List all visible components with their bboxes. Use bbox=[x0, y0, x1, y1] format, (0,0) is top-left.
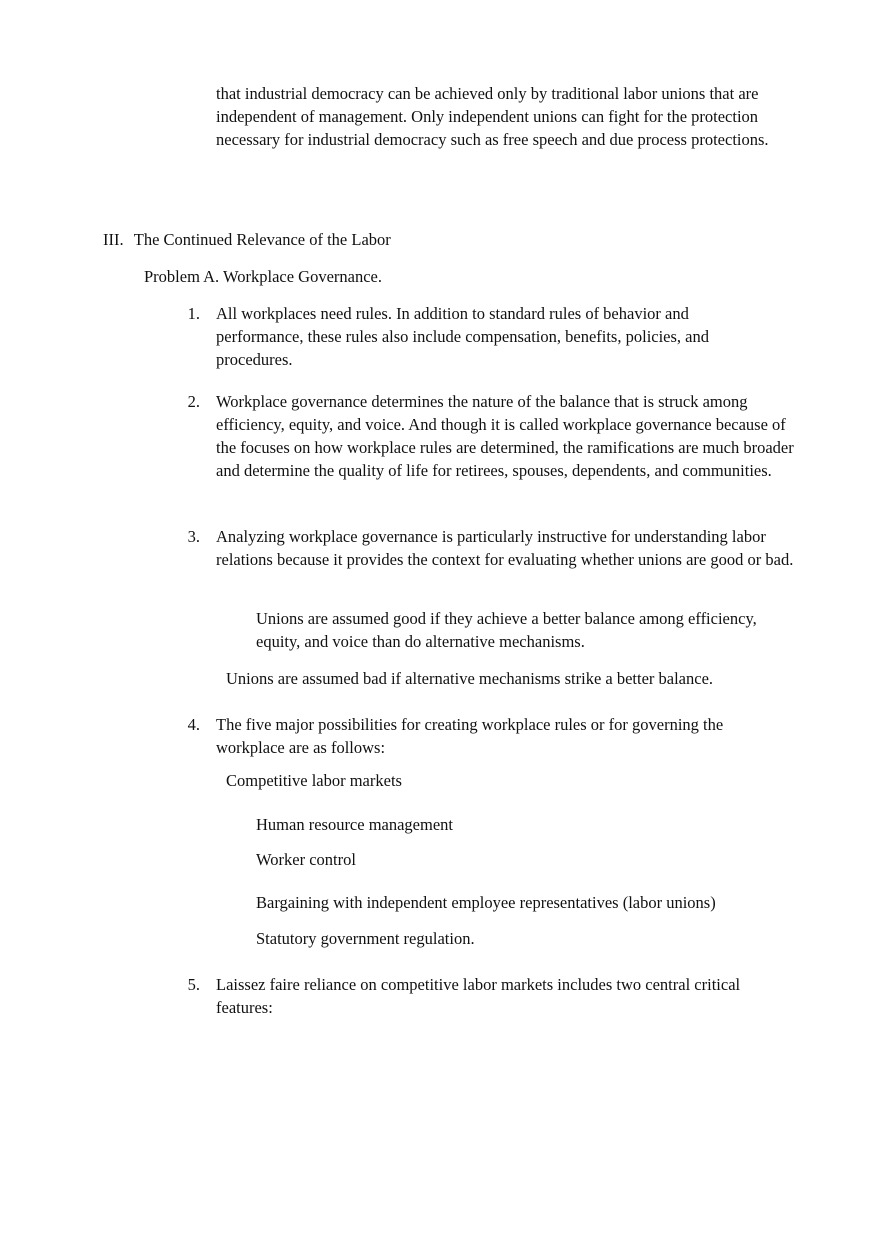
item-number: 1. bbox=[187, 304, 200, 323]
item-text: Laissez faire reliance on competitive labor markets includes two central critical features: bbox=[216, 975, 741, 1017]
section-heading bbox=[103, 228, 391, 251]
intro-paragraph: that industrial democracy can be achieved only by traditional labor unions that are independent of management. Only independent unions can fight for the protection necessary for industrial democracy such as free speech and due process protections. bbox=[216, 84, 769, 149]
sub-point: Unions are assumed good if they achieve a better balance among efficiency, equity, and voice than do alternative mechanisms. bbox=[256, 609, 757, 651]
governance-option: Statutory government regulation. bbox=[256, 929, 475, 948]
subsection-title: Problem A. Workplace Governance. bbox=[144, 267, 383, 286]
item-number: 5. bbox=[187, 975, 200, 994]
section-title: The Continued Relevance of the Labor bbox=[133, 230, 391, 249]
governance-option: Competitive labor markets bbox=[226, 771, 402, 790]
item-text: Workplace governance determines the nature of the balance that is struck among efficiency, equity, and voice. And though it is called workplace governance because of the focuses on how workplace rules are determined, the ramifications are much broader and determine the quality of life for retirees, spouses, dependents, and communities. bbox=[216, 392, 794, 480]
item-number: 3. bbox=[187, 527, 200, 546]
item-text: The five major possibilities for creating workplace rules or for governing the workplace are as follows: bbox=[216, 715, 724, 757]
governance-option: Human resource management bbox=[256, 815, 454, 834]
sub-point: Unions are assumed bad if alternative mechanisms strike a better balance. bbox=[226, 669, 714, 688]
governance-option: Worker control bbox=[256, 850, 356, 869]
item-number: 2. bbox=[187, 392, 200, 411]
governance-option: Bargaining with independent employee representatives (labor unions) bbox=[256, 893, 716, 912]
item-number: 4. bbox=[187, 715, 200, 734]
item-text: All workplaces need rules. In addition to standard rules of behavior and performance, these rules also include compensation, benefits, policies, and procedures. bbox=[216, 304, 710, 369]
item-text: Analyzing workplace governance is particularly instructive for understanding labor relations because it provides the context for evaluating whether unions are good or bad. bbox=[216, 527, 794, 569]
section-numeral: III. bbox=[103, 230, 124, 249]
